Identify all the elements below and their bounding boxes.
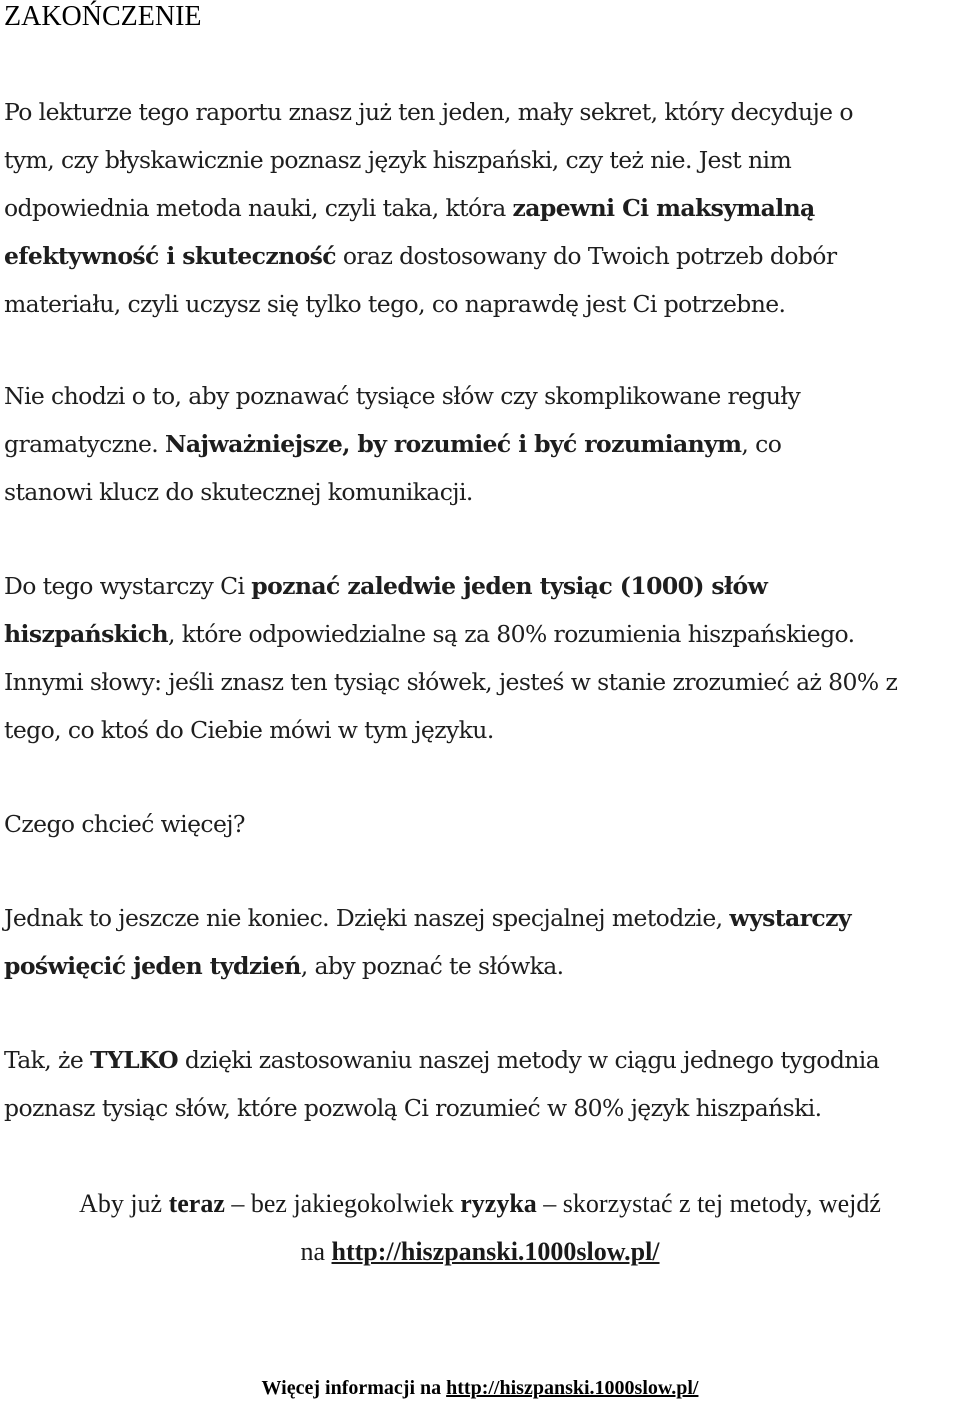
text-run: – bez jakiegokolwiek bbox=[224, 1189, 461, 1218]
footer-text: Więcej informacji na bbox=[261, 1377, 447, 1399]
text-run: oraz dostosowany do Twoich potrzeb dobór bbox=[335, 242, 837, 270]
text-run: Jednak to jeszcze nie koniec. Dzięki naszej specjalnej metodzie, bbox=[4, 904, 730, 932]
bold-text: poznać zaledwie jeden tysiąc (1000) słów bbox=[251, 572, 768, 600]
text-run: na bbox=[300, 1237, 332, 1266]
text-run: Do tego wystarczy Ci bbox=[4, 572, 252, 600]
text-line bbox=[4, 942, 960, 990]
text-line: poznasz tysiąc słów, które pozwolą Ci rozumieć w 80% język hiszpański. bbox=[4, 1094, 822, 1122]
text-line bbox=[0, 1228, 960, 1276]
paragraph-vocabulary bbox=[4, 372, 960, 516]
page-footer bbox=[0, 1374, 960, 1402]
text-run: , które odpowiedzialne są za 80% rozumienia hiszpańskiego. bbox=[167, 620, 855, 648]
text-run: , aby poznać te słówka. bbox=[300, 952, 564, 980]
bold-text: teraz bbox=[168, 1189, 225, 1218]
text-line: tym, czy błyskawicznie poznasz język hiszpański, czy też nie. Jest nim bbox=[4, 146, 792, 174]
paragraph-thousand-words bbox=[4, 562, 960, 754]
text-line: stanowi klucz do skutecznej komunikacji. bbox=[4, 478, 473, 506]
bold-text: zapewni Ci maksymalną bbox=[512, 194, 815, 222]
section-heading: ZAKOŃCZENIE bbox=[4, 1, 202, 32]
text-line: Innymi słowy: jeśli znasz ten tysiąc słówek, jesteś w stanie zrozumieć aż 80% z bbox=[4, 668, 898, 696]
footer-link[interactable]: http://hiszpanski.1000slow.pl/ bbox=[446, 1377, 699, 1399]
bold-text: hiszpańskich bbox=[4, 620, 168, 648]
text-line: Nie chodzi o to, aby poznawać tysiące słów czy skomplikowane reguły bbox=[4, 382, 801, 410]
text-line bbox=[4, 420, 960, 468]
text-line bbox=[4, 610, 960, 658]
text-line bbox=[4, 232, 960, 280]
paragraph-intro bbox=[4, 88, 960, 328]
text-line bbox=[4, 184, 960, 232]
text-run: dzięki zastosowaniu naszej metody w ciągu jednego tygodnia bbox=[178, 1046, 880, 1074]
website-link[interactable]: http://hiszpanski.1000slow.pl/ bbox=[331, 1237, 660, 1266]
bold-text: TYLKO bbox=[90, 1046, 179, 1074]
paragraph-only bbox=[4, 1036, 960, 1132]
bold-text: poświęcić jeden tydzień bbox=[4, 952, 301, 980]
text-run: odpowiednia metoda nauki, czyli taka, która bbox=[4, 194, 513, 222]
text-line bbox=[0, 1180, 960, 1228]
bold-text: ryzyka bbox=[460, 1189, 537, 1218]
paragraph-one-week bbox=[4, 894, 960, 990]
bold-text: wystarczy bbox=[729, 904, 851, 932]
text-line bbox=[4, 562, 960, 610]
bold-text: efektywność i skuteczność bbox=[4, 242, 336, 270]
text-run: Aby już bbox=[79, 1189, 169, 1218]
text-run: , co bbox=[741, 430, 782, 458]
text-line: Czego chcieć więcej? bbox=[4, 810, 245, 838]
call-to-action bbox=[0, 1180, 960, 1276]
paragraph-question bbox=[4, 800, 960, 848]
text-line: tego, co ktoś do Ciebie mówi w tym języku. bbox=[4, 716, 494, 744]
text-line: Po lekturze tego raportu znasz już ten jeden, mały sekret, który decyduje o bbox=[4, 98, 853, 126]
bold-text: Najważniejsze, by rozumieć i być rozumianym bbox=[165, 430, 742, 458]
text-line bbox=[4, 894, 960, 942]
text-run: gramatyczne. bbox=[4, 430, 166, 458]
text-line bbox=[4, 1036, 960, 1084]
text-run: – skorzystać z tej metody, wejdź bbox=[536, 1189, 881, 1218]
text-line: materiału, czyli uczysz się tylko tego, co naprawdę jest Ci potrzebne. bbox=[4, 290, 786, 318]
text-run: Tak, że bbox=[4, 1046, 90, 1074]
